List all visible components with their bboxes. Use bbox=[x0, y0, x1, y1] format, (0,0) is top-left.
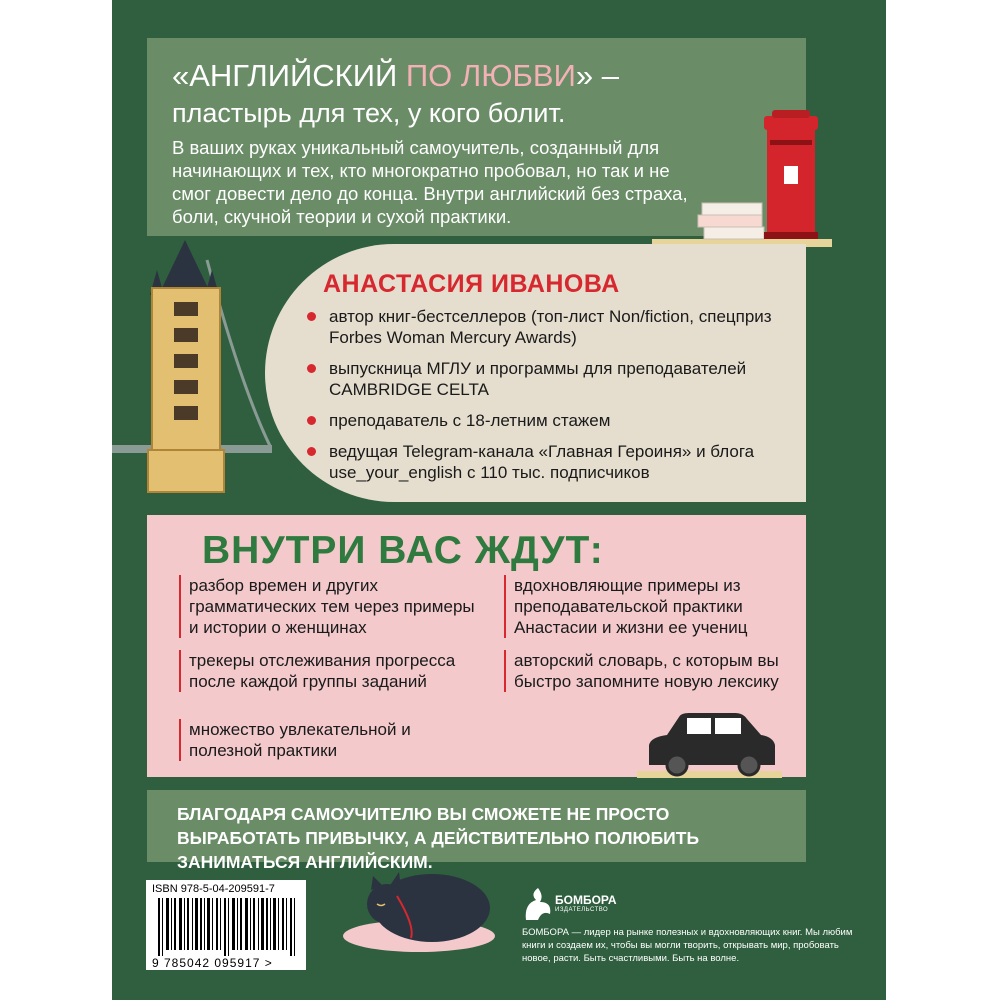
credential-item: выпускница МГЛУ и программы для преподавателей CAMBRIDGE CELTA bbox=[305, 358, 795, 400]
feature-item: множество увлекательной и полезной практики bbox=[179, 719, 479, 761]
author-panel bbox=[265, 244, 806, 502]
headline-end: » – bbox=[575, 58, 619, 93]
barcode-block bbox=[146, 880, 306, 970]
author-name: АНАСТАСИЯ ИВАНОВА bbox=[323, 270, 620, 298]
feature-item: вдохновляющие примеры из преподавательской практики Анастасии и жизни ее учениц bbox=[504, 575, 804, 638]
publisher-logo-name: БОМБОРА bbox=[555, 893, 617, 907]
feature-item: авторский словарь, с которым вы быстро запомните новую лексику bbox=[504, 650, 804, 692]
inside-panel bbox=[147, 515, 806, 777]
credential-item: автор книг-бестселлеров (топ-лист Non/fiction, спецприз Forbes Woman Mercury Awards) bbox=[305, 306, 795, 348]
feature-item: трекеры отслеживания прогресса после каждой группы заданий bbox=[179, 650, 479, 692]
postbox-illustration bbox=[652, 108, 832, 253]
sleeping-cat-illustration bbox=[337, 856, 512, 956]
headline-subline: пластырь для тех, у кого болит. bbox=[172, 98, 566, 128]
tower-bridge-illustration bbox=[112, 240, 272, 500]
inside-title: ВНУТРИ ВАС ЖДУТ: bbox=[202, 529, 604, 572]
closing-panel bbox=[147, 790, 806, 872]
credential-item: преподаватель с 18-летним стажем bbox=[305, 410, 795, 431]
barcode-digits: 9 785042 095917 > bbox=[152, 956, 273, 970]
credential-item: ведущая Telegram-канала «Главная Героиня» и блога use_your_english с 110 тыс. подписчиков bbox=[305, 441, 795, 483]
taxi-illustration bbox=[637, 713, 782, 779]
author-credentials bbox=[305, 306, 795, 493]
headline-start: «АНГЛИЙСКИЙ bbox=[172, 58, 406, 93]
closing-text: БЛАГОДАРЯ САМОУЧИТЕЛЮ ВЫ СМОЖЕТЕ НЕ ПРОСТО ВЫРАБОТАТЬ ПРИВЫЧКУ, А ДЕЙСТВИТЕЛЬНО ПОЛЮБИТЬ ЗАНИМАТЬСЯ АНГЛИЙСКИМ. bbox=[177, 804, 700, 872]
bombora-logo-icon bbox=[522, 884, 556, 922]
feature-item: разбор времен и других грамматических тем через примеры и истории о женщинах bbox=[179, 575, 479, 638]
back-cover bbox=[112, 0, 886, 1000]
publisher-logo-sub: ИЗДАТЕЛЬСТВО bbox=[555, 907, 609, 913]
intro-text: В ваших руках уникальный самоучитель, созданный для начинающих и тех, кто многократно пробовал, но так и не смог довести дело до конца. Внутри английский без страха, боли, скучной теории и сухой практики. bbox=[172, 137, 688, 227]
isbn-label: ISBN 978-5-04-209591-7 bbox=[152, 883, 275, 895]
barcode-icon bbox=[158, 898, 298, 956]
publisher-description: БОМБОРА — лидер на рынке полезных и вдохновляющих книг. Мы любим книги и создаем их, чтобы вы могли творить, открывать мир, пробовать новое, расти. Быть счастливыми. Быть на волне. bbox=[522, 927, 853, 964]
headline bbox=[172, 56, 812, 96]
headline-accent: ПО ЛЮБВИ bbox=[405, 58, 576, 93]
